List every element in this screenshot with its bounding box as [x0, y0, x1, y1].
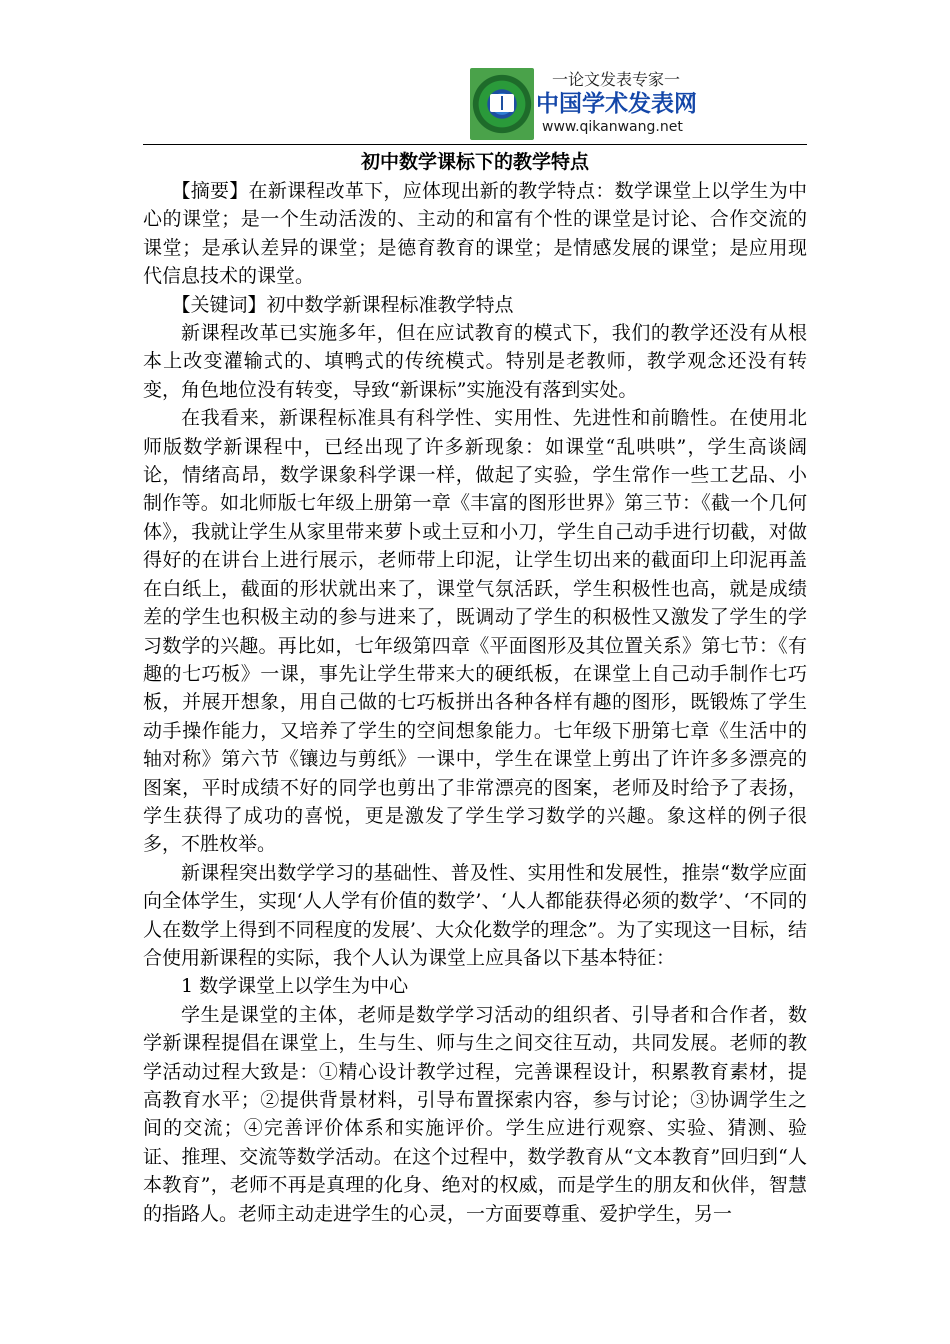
body-paragraph: 学生是课堂的主体，老师是数学学习活动的组织者、引导者和合作者，数学新课程提倡在课堂上，生与生、师与生之间交往互动，共同发展。老师的教学活动过程大致是：①精心设计教学过程，完善课程设计，积累教育素材，提高教育水平；②提供背景材料，引导布置探索内容，参与讨论；③协调学生之间的交流；④完善评价体系和实施评价。学生应进行观察、实验、猜测、验证、推理、交流等数学活动。在这个过程中，数学教育从“文本教育”回归到“人本教育”，老师不再是真理的化身、绝对的权威，而是学生的朋友和伙伴，智慧的指路人。老师主动走进学生的心灵，一方面要尊重、爱护学生，另一	[143, 1003, 807, 1225]
logo-url: www.qikanwang.net	[542, 119, 683, 135]
document-body	[143, 177, 807, 1228]
body-paragraph: 新课程突出数学学习的基础性、普及性、实用性和发展性，推崇“数学应面向全体学生，实现‘人人学有价值的数学’、‘人人都能获得必须的数学’、‘不同的人在数学上得到不同程度的发展’、大众化数学的理念”。为了实现这一目标，结合使用新课程的实际，我个人认为课堂上应具备以下基本特征：	[143, 861, 807, 969]
body-paragraph: 在我看来，新课程标准具有科学性、实用性、先进性和前瞻性。在使用北师版数学新课程中，已经出现了许多新现象：如课堂“乱哄哄”，学生高谈阔论，情绪高昂，数学课象科学课一样，做起了实验，学生常作一些工艺品、小制作等。如北师版七年级上册第一章《丰富的图形世界》第三节：《截一个几何体》，我就让学生从家里带来萝卜或土豆和小刀，学生自己动手进行切截，对做得好的在讲台上进行展示，老师带上印泥，让学生切出来的截面印上印泥再盖在白纸上，截面的形状就出来了，课堂气氛活跃，学生积极性也高，就是成绩差的学生也积极主动的参与进来了，既调动了学生的积极性又激发了学生的学习数学的兴趣。再比如，七年级第四章《平面图形及其位置关系》第七节：《有趣的七巧板》一课，事先让学生带来大的硬纸板，在课堂上自己动手制作七巧板，并展开想象，用自己做的七巧板拼出各种各样有趣的图形，既锻炼了学生动手操作能力，又培养了学生的空间想象能力。七年级下册第七章《生活中的轴对称》第六节《镶边与剪纸》一课中，学生在课堂上剪出了许许多多漂亮的图案，平时成绩不好的同学也剪出了非常漂亮的图案，老师及时给予了表扬，学生获得了成功的喜悦，更是激发了学生学习数学的兴趣。象这样的例子很多，不胜枚举。	[143, 407, 807, 856]
publisher-logo	[470, 68, 698, 140]
abstract-paragraph: 【摘要】在新课程改革下，应体现出新的教学特点：数学课堂上以学生为中心的课堂；是一个生动活泼的、主动的和富有个性的课堂是讨论、合作交流的课堂；是承认差异的课堂；是德育教育的课堂；是情感发展的课堂；是应用现代信息技术的课堂。	[143, 180, 807, 288]
header-divider	[143, 144, 807, 145]
logo-name: 中国学术发表网	[536, 91, 697, 117]
body-paragraph: 新课程改革已实施多年，但在应试教育的模式下，我们的教学还没有从根本上改变灌输式的、填鸭式的传统模式。特别是老教师，教学观念还没有转变，角色地位没有转变，导致“新课标”实施没有落到实处。	[143, 322, 807, 401]
globe-book-icon	[470, 68, 534, 140]
document-title: 初中数学课标下的教学特点	[360, 151, 589, 173]
keywords-paragraph: 【关键词】初中数学新课程标准教学特点	[171, 293, 514, 316]
logo-tagline: 一论文发表专家一	[551, 70, 680, 89]
section-heading: 1 数学课堂上以学生为中心	[181, 975, 409, 998]
